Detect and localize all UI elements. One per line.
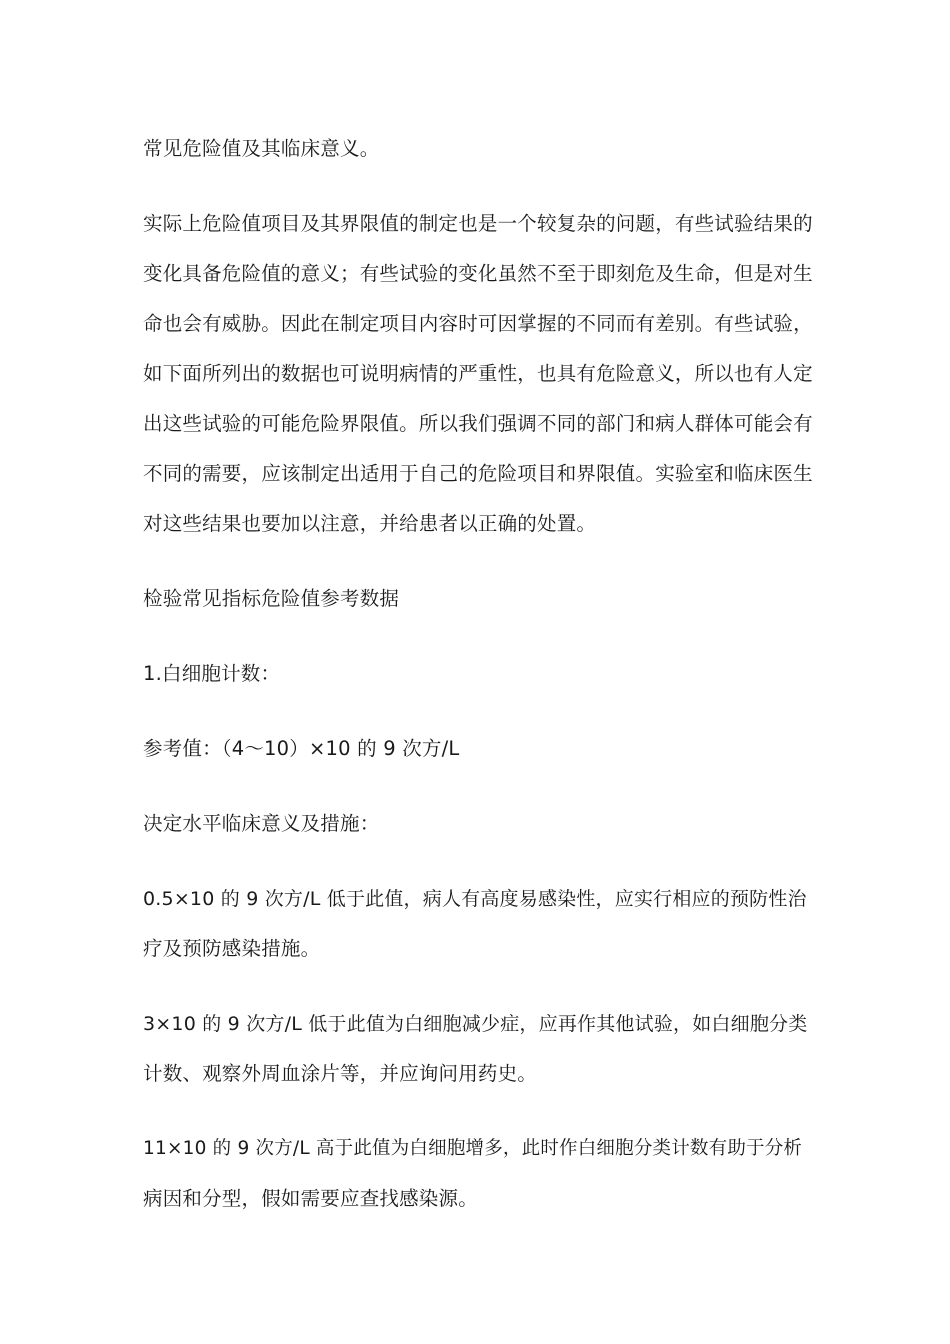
text-line: 检验常见指标危险值参考数据 xyxy=(143,587,400,610)
text-line: 决定水平临床意义及措施： xyxy=(143,812,380,835)
text-line: 病因和分型，假如需要应查找感染源。 xyxy=(143,1187,478,1210)
section-heading xyxy=(143,574,813,624)
text-line: 参考值：（4～10）×10 的 9 次方/L xyxy=(143,737,460,760)
text-line: 对这些结果也要加以注意，并给患者以正确的处置。 xyxy=(143,512,597,535)
paragraph-low-0-5 xyxy=(143,874,813,974)
text-line: 实际上危险值项目及其界限值的制定也是一个较复杂的问题，有些试验结果的 xyxy=(143,212,813,235)
paragraph-critical-values xyxy=(143,199,813,549)
text-line: 命也会有威胁。因此在制定项目内容时可因掌握的不同而有差别。有些试验， xyxy=(143,312,813,335)
text-line: 变化具备危险值的意义；有些试验的变化虽然不至于即刻危及生命，但是对生 xyxy=(143,262,813,285)
text-line: 11×10 的 9 次方/L 高于此值为白细胞增多，此时作白细胞分类计数有助于分析 xyxy=(143,1138,803,1159)
text-line: 不同的需要，应该制定出适用于自己的危险项目和界限值。实验室和临床医生 xyxy=(143,462,813,485)
paragraph-low-3 xyxy=(143,999,813,1099)
text-line: 疗及预防感染措施。 xyxy=(143,937,321,960)
item-heading-wbc xyxy=(143,649,813,699)
decision-level-heading xyxy=(143,799,813,849)
text-line: 0.5×10 的 9 次方/L 低于此值，病人有高度易感染性，应实行相应的预防性治 xyxy=(143,888,807,910)
intro-heading xyxy=(143,124,813,174)
text-line: 如下面所列出的数据也可说明病情的严重性，也具有危险意义，所以也有人定 xyxy=(143,362,813,385)
reference-value xyxy=(143,724,813,774)
text-line: 出这些试验的可能危险界限值。所以我们强调不同的部门和病人群体可能会有 xyxy=(143,412,813,435)
text-line: 计数、观察外周血涂片等，并应询问用药史。 xyxy=(143,1062,538,1085)
text-line: 3×10 的 9 次方/L 低于此值为白细胞减少症，应再作其他试验，如白细胞分类 xyxy=(143,1013,808,1035)
paragraph-high-11 xyxy=(143,1124,813,1224)
text-line: 常见危险值及其临床意义。 xyxy=(143,137,380,160)
text-line: 1.白细胞计数： xyxy=(143,662,281,685)
